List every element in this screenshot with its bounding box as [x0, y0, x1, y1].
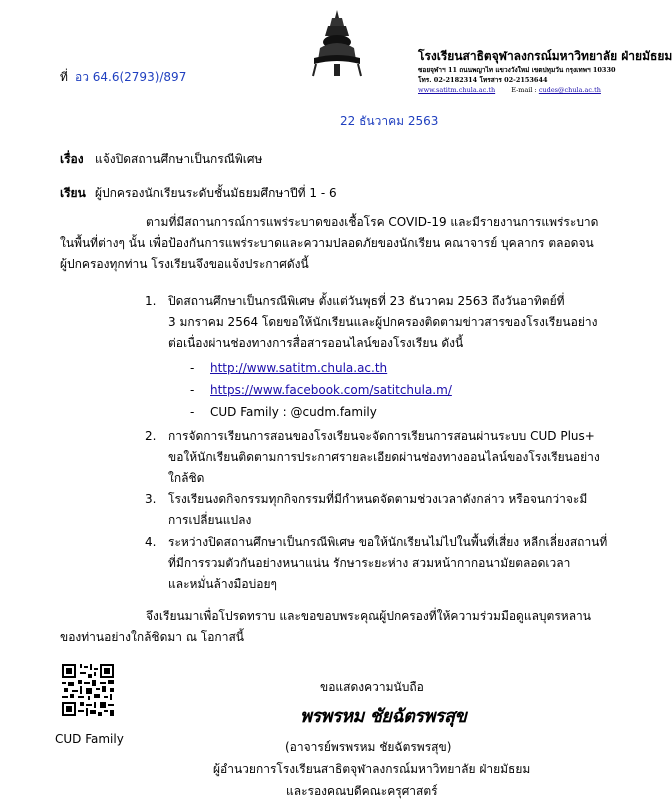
school-email-link[interactable]: cudes@chula.ac.th — [538, 86, 601, 94]
item-number: 3. — [145, 492, 157, 506]
signer-title-2: และรองคณบดีคณะครุศาสตร์ — [286, 784, 438, 798]
list-item-3 — [168, 489, 623, 531]
school-emblem-logo — [310, 8, 364, 78]
item-line: โรงเรียนงดกิจกรรมทุกกิจกรรมที่มีกำหนดจัดตามช่วงเวลาดังกล่าว หรือจนกว่าจะมี — [168, 492, 588, 506]
subject-label: เรื่อง — [60, 152, 84, 166]
item-line: ปิดสถานศึกษาเป็นกรณีพิเศษ ตั้งแต่วันพุธที่ 23 ธันวาคม 2563 ถึงวันอาทิตย์ที่ — [168, 294, 565, 308]
recipient-text: ผู้ปกครองนักเรียนระดับชั้นมัธยมศึกษาปีที่ 1 - 6 — [95, 186, 337, 200]
intro-paragraph — [60, 212, 630, 275]
closing-line: จึงเรียนมาเพื่อโปรดทราบ และขอขอบพระคุณผู้ปกครองที่ให้ความร่วมมือดูแลบุตรหลาน — [146, 609, 591, 623]
closing-paragraph — [60, 606, 650, 648]
school-website-link[interactable]: www.satitm.chula.ac.th — [418, 86, 496, 94]
school-name: โรงเรียนสาธิตจุฬาลงกรณ์มหาวิทยาลัย ฝ่ายมัธยม — [418, 49, 672, 63]
subject-text: แจ้งปิดสถานศึกษาเป็นกรณีพิเศษ — [95, 152, 263, 166]
bullet-dash: - — [190, 383, 195, 397]
school-address: ซอยจุฬาฯ 11 ถนนพญาไท แขวงวังใหม่ เขตปทุมวัน กรุงเทพฯ 10330 — [418, 66, 616, 74]
item-line: ใกล้ชิด — [168, 471, 205, 485]
item-number: 1. — [145, 294, 157, 308]
facebook-link[interactable]: https://www.facebook.com/satitchula.m/ — [210, 383, 452, 397]
item-line: ระหว่างปิดสถานศึกษาเป็นกรณีพิเศษ ขอให้นักเรียนไม่ไปในพื้นที่เสี่ยง หลีกเลี่ยงสถานที่ — [168, 535, 608, 549]
item-number: 4. — [145, 535, 157, 549]
item-number: 2. — [145, 429, 157, 443]
item-line: ที่มีการรวมตัวกันอย่างหนาแน่น รักษาระยะห่าง สวมหน้ากากอนามัยตลอดเวลา — [168, 556, 571, 570]
recipient-label: เรียน — [60, 186, 86, 200]
signer-title: ผู้อำนวยการโรงเรียนสาธิตจุฬาลงกรณ์มหาวิทยาลัย ฝ่ายมัธยม — [213, 762, 531, 776]
letter-date: 22 ธันวาคม 2563 — [340, 114, 439, 128]
ref-label: ที่ — [60, 70, 68, 84]
cud-family-channel: CUD Family : @cudm.family — [210, 405, 377, 419]
bullet-dash: - — [190, 405, 195, 419]
closing-regards: ขอแสดงความนับถือ — [320, 680, 424, 694]
signer-name: (อาจารย์พรพรหม ชัยฉัตรพรสุข) — [285, 740, 452, 754]
item-line: การเปลี่ยนแปลง — [168, 513, 252, 527]
item-line: การจัดการเรียนการสอนของโรงเรียนจะจัดการเรียนการสอนผ่านระบบ CUD Plus+ — [168, 429, 595, 443]
qr-code[interactable] — [62, 664, 114, 716]
intro-line: ผู้ปกครองทุกท่าน โรงเรียนจึงขอแจ้งประกาศดังนี้ — [60, 257, 309, 271]
intro-line: ตามที่มีสถานการณ์การแพร่ระบาดของเชื้อโรค COVID-19 และมีรายงานการแพร่ระบาด — [146, 215, 599, 229]
list-item-1 — [168, 291, 623, 354]
item-line: ต่อเนื่องผ่านช่องทางการสื่อสารออนไลน์ของโรงเรียน ดังนี้ — [168, 336, 464, 350]
bullet-dash: - — [190, 361, 195, 375]
handwritten-signature: พรพรหม ชัยฉัตรพรสุข — [300, 706, 467, 727]
item-line: และหมั่นล้างมือบ่อยๆ — [168, 577, 277, 591]
list-item-4 — [168, 532, 623, 595]
qr-caption: CUD Family — [55, 732, 124, 746]
school-phone: โทร. 02-2182314 โทรสาร 02-2153644 — [418, 76, 548, 84]
item-line: ขอให้นักเรียนติดตามการประกาศรายละเอียดผ่านช่องทางออนไลน์ของโรงเรียนอย่าง — [168, 450, 600, 464]
website-link[interactable]: http://www.satitm.chula.ac.th — [210, 361, 388, 375]
list-item-2 — [168, 426, 623, 489]
closing-line: ของท่านอย่างใกล้ชิดมา ณ โอกาสนี้ — [60, 630, 244, 644]
intro-line: ในพื้นที่ต่างๆ นั้น เพื่อป้องกันการแพร่ระบาดและความปลอดภัยของนักเรียน คณาจารย์ บุคลากร ตลอดจน — [60, 236, 594, 250]
email-label: E-mail : — [511, 86, 537, 94]
item-line: 3 มกราคม 2564 โดยขอให้นักเรียนและผู้ปกครองติดตามข่าวสารของโรงเรียนอย่าง — [168, 315, 598, 329]
ref-number: อว 64.6(2793)/897 — [75, 70, 187, 84]
